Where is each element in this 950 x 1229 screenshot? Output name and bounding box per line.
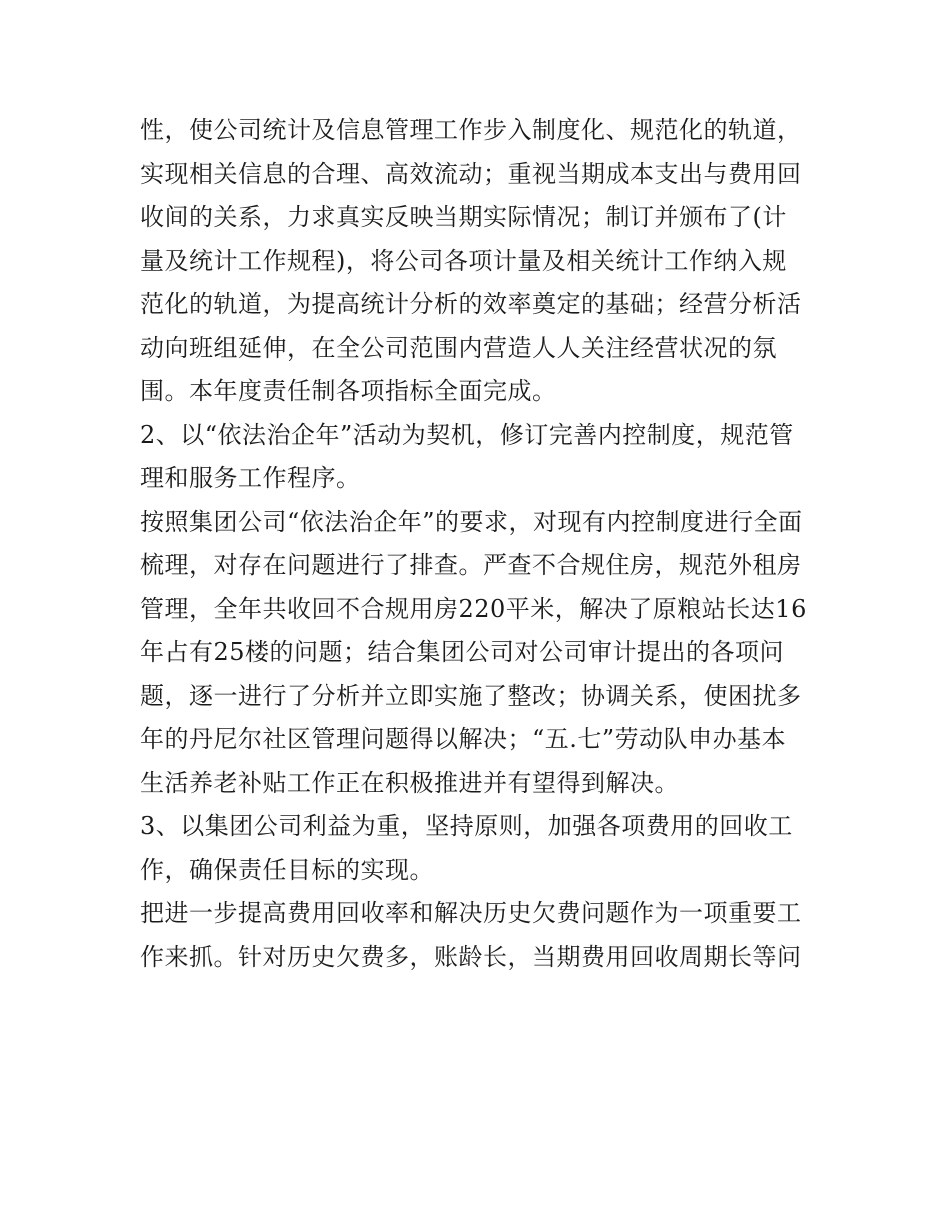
text-line: 把进一步提高费用回收率和解决历史欠费问题作为一项重要工 xyxy=(140,899,802,927)
text-line: 性，使公司统计及信息管理工作步入制度化、规范化的轨道， xyxy=(140,116,802,144)
text-line: 收间的关系，力求真实反映当期实际情况；制订并颁布了(计 xyxy=(140,203,787,231)
text-line: 围。本年度责任制各项指标全面完成。 xyxy=(140,377,557,405)
text-line: 梳理，对存在问题进行了排查。严查不合规住房，规范外租房 xyxy=(140,551,802,579)
text-line: 题，逐一进行了分析并立即实施了整改；协调关系，使困扰多 xyxy=(140,681,802,710)
text-line: 生活养老补贴工作正在积极推进并有望得到解决。 xyxy=(140,768,679,797)
text-line: 按照集团公司“依法治企年”的要求，对现有内控制度进行全面 xyxy=(140,507,803,536)
text-line: 作来抓。针对历史欠费多，账龄长，当期费用回收周期长等问 xyxy=(140,942,802,971)
text-line: 年占有25楼的问题；结合集团公司对公司审计提出的各项问 xyxy=(140,638,785,666)
section-heading-line: 3、以集团公司利益为重，坚持原则，加强各项费用的回收工 xyxy=(140,812,793,840)
text-line: 年的丹尼尔社区管理问题得以解决；“五.七”劳动队申办基本 xyxy=(140,725,787,753)
text-line: 量及统计工作规程)，将公司各项计量及相关统计工作纳入规 xyxy=(140,246,787,275)
text-line: 动向班组延伸，在全公司范围内营造人人关注经营状况的氛 xyxy=(140,333,777,362)
document-body xyxy=(140,109,820,979)
section-heading-line: 2、以“依法治企年”活动为契机，修订完善内控制度，规范管 xyxy=(140,420,794,449)
section-heading-line: 作，确保责任目标的实现。 xyxy=(140,855,434,884)
section-heading-line: 理和服务工作程序。 xyxy=(140,464,361,492)
text-line: 实现相关信息的合理、高效流动；重视当期成本支出与费用回 xyxy=(140,159,802,188)
text-line: 管理，全年共收回不合规用房220平米，解决了原粮站长达16 xyxy=(140,594,807,623)
text-line: 范化的轨道，为提高统计分析的效率奠定的基础；经营分析活 xyxy=(140,290,802,318)
